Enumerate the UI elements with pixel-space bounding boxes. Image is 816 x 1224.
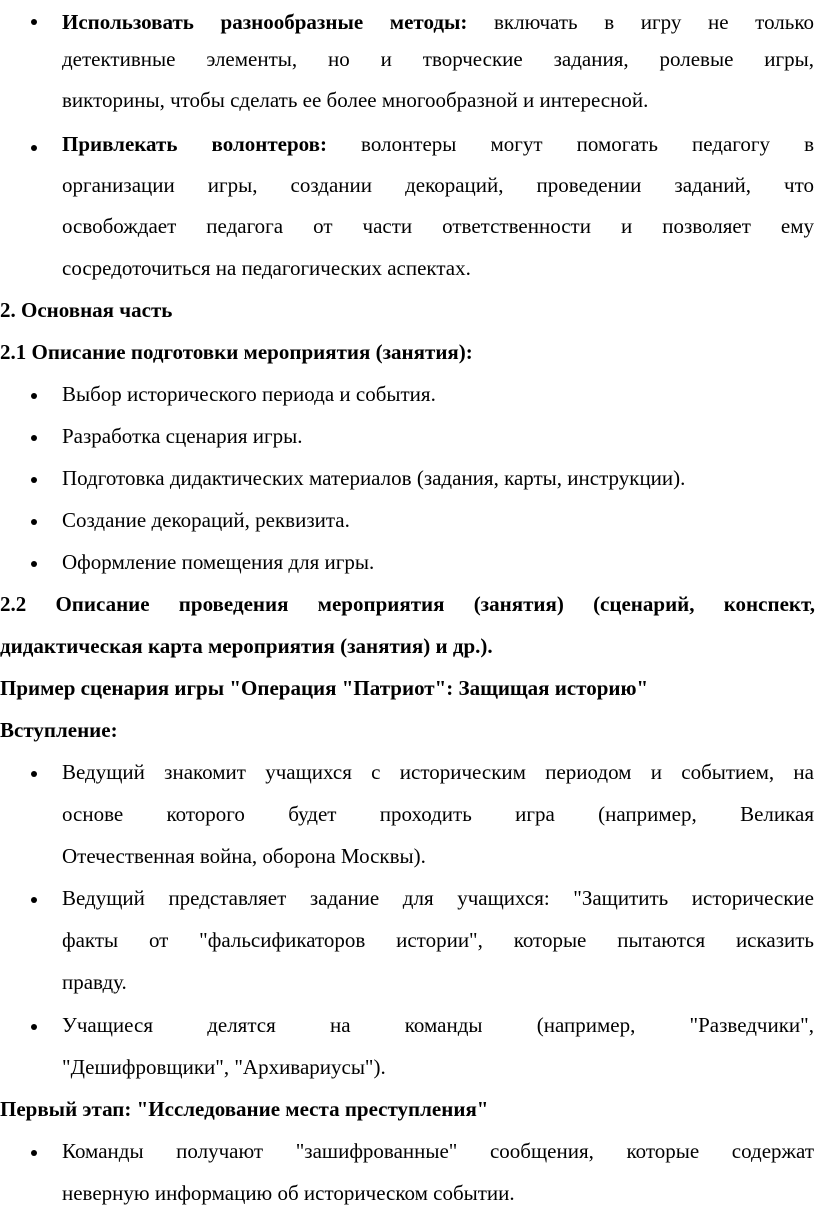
methods-text: включать в игру не только [467,10,814,34]
bullet-icon [31,145,37,151]
intro-item-2-line-3: правду. [62,970,127,994]
volunteers-line-1 [62,132,814,156]
methods-line-2: детективные элементы, но и творческие задания, ролевые игры, [62,47,814,71]
stage-1-item-1-line-2: неверную информацию об историческом событии. [62,1181,515,1205]
list-item: Создание декораций, реквизита. [62,508,350,532]
stage-1-item-1-line-1: Команды получают "зашифрованные" сообщения, которые содержат [62,1139,814,1163]
section-2-2-title-1: 2.2 Описание проведения мероприятия (занятия) (сценарий, конспект, [0,592,815,616]
volunteers-line-4: сосредоточиться на педагогических аспектах. [62,256,471,280]
section-2-2-heading-line-2 [0,634,493,658]
volunteers-line-3: освобождает педагога от части ответственности и позволяет ему [62,214,814,238]
volunteers-label: Привлекать волонтеров: [62,132,327,156]
bullet-icon [31,897,37,903]
section-2-2-title-2: дидактическая карта мероприятия (занятия) и др.). [0,634,493,658]
section-2-1-heading [0,340,473,364]
scenario-heading [0,676,648,700]
list-item: Разработка сценария игры. [62,424,303,448]
intro-title: Вступление: [0,718,118,742]
bullet-icon [31,1150,37,1156]
bullet-icon [31,435,37,441]
intro-item-2-line-2: факты от "фальсификаторов истории", которые пытаются исказить [62,928,814,952]
bullet-icon [31,1024,37,1030]
intro-item-1-line-3: Отечественная война, оборона Москвы). [62,844,426,868]
bullet-icon [31,561,37,567]
intro-item-3-line-1: Учащиеся делятся на команды (например, "Разведчики", [62,1013,814,1037]
list-item: Подготовка дидактических материалов (задания, карты, инструкции). [62,466,686,490]
intro-item-1-line-1: Ведущий знакомит учащихся с историческим периодом и событием, на [62,760,814,784]
volunteers-line-2: организации игры, создании декораций, проведении заданий, что [62,173,814,197]
list-item: Выбор исторического периода и события. [62,382,436,406]
section-2-1-title: 2.1 Описание подготовки мероприятия (занятия): [0,340,473,364]
bullet-icon [31,19,37,25]
bullet-icon [31,771,37,777]
section-2-heading [0,298,172,322]
methods-label: Использовать разнообразные методы: [62,10,468,34]
scenario-title: Пример сценария игры "Операция "Патриот": Защищая историю" [0,676,649,700]
methods-line-1 [62,10,814,34]
intro-item-1-line-2: основе которого будет проходить игра (например, Великая [62,802,814,826]
section-2-2-heading-line-1 [0,592,815,616]
bullet-icon [31,393,37,399]
stage-1-title: Первый этап: "Исследование места преступления" [0,1097,489,1121]
section-2-title: 2. Основная часть [0,298,173,322]
stage-1-heading [0,1097,488,1121]
bullet-icon [31,519,37,525]
methods-line-3: викторины, чтобы сделать ее более многообразной и интересной. [62,88,649,112]
intro-item-2-line-1: Ведущий представляет задание для учащихся: "Защитить исторические [62,886,814,910]
list-item: Оформление помещения для игры. [62,550,375,574]
intro-heading [0,718,118,742]
bullet-icon [31,477,37,483]
intro-item-3-line-2: "Дешифровщики", "Архивариусы"). [62,1055,386,1079]
volunteers-text: волонтеры могут помогать педагогу в [326,132,814,156]
